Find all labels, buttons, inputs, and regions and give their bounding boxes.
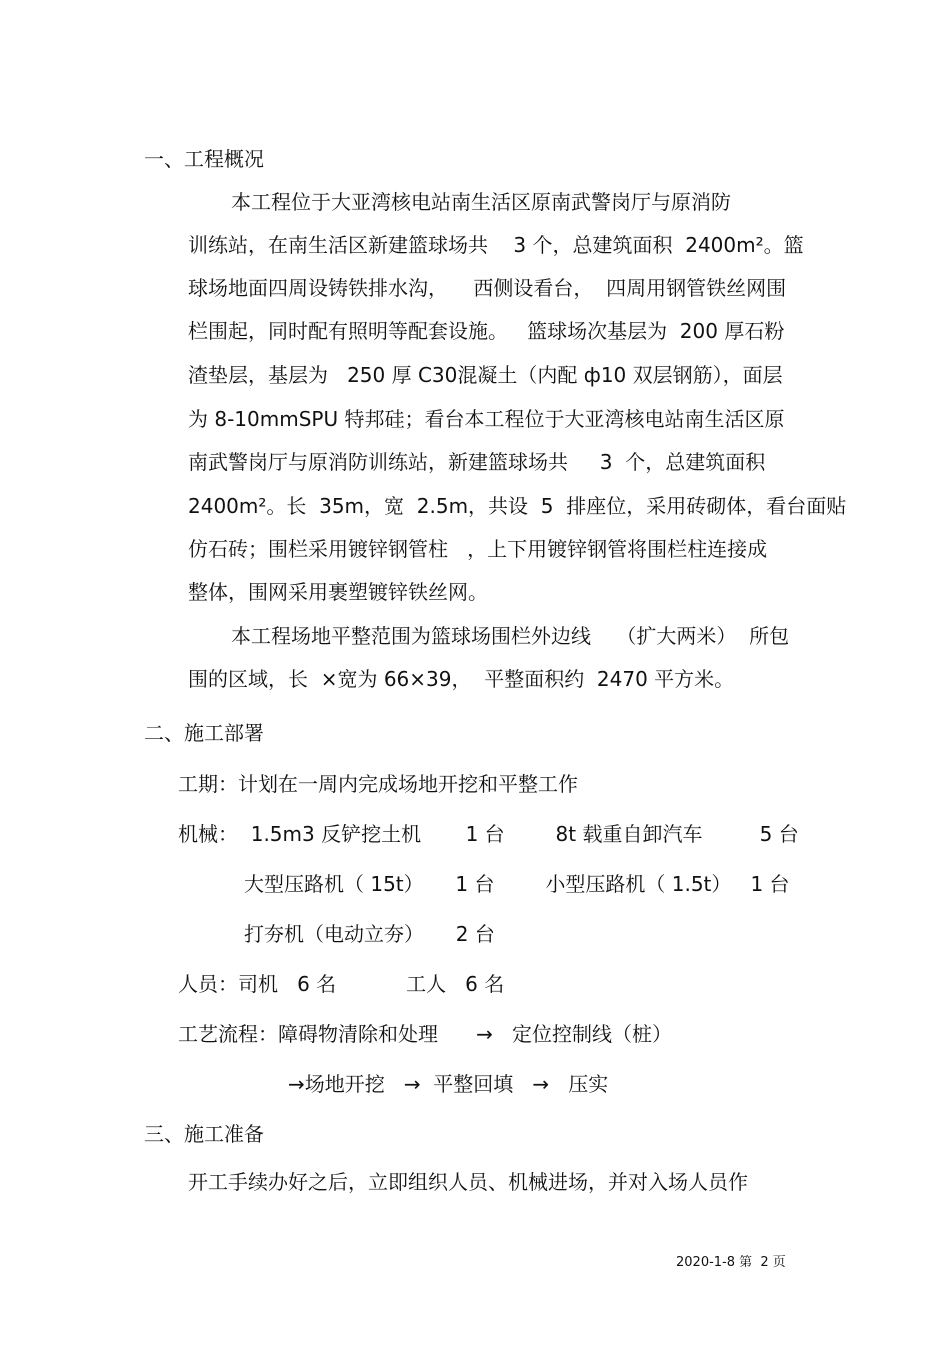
heading-project-overview: 一、工程概况 xyxy=(144,147,264,171)
paragraph-line: 本工程场地平整范围为篮球场围栏外边线 （扩大两米） 所包 xyxy=(231,624,790,648)
personnel-line: 人员：司机 6 名 工人 6 名 xyxy=(178,972,505,996)
schedule-line: 工期：计划在一周内完成场地开挖和平整工作 xyxy=(178,772,578,796)
paragraph-line: 球场地面四周设铸铁排水沟， 西侧设看台， 四周用钢管铁丝网围 xyxy=(188,276,787,300)
paragraph-line: 为 8-10mmSPU 特邦硅；看台本工程位于大亚湾核电站南生活区原 xyxy=(188,407,785,431)
heading-construction-preparation: 三、施工准备 xyxy=(144,1122,264,1146)
paragraph-line: 本工程位于大亚湾核电站南生活区原南武警岗厅与原消防 xyxy=(231,190,731,214)
process-line: 工艺流程：障碍物清除和处理 → 定位控制线（桩） xyxy=(178,1022,672,1046)
paragraph-line: 训练站，在南生活区新建篮球场共 3 个，总建筑面积 2400m²。篮 xyxy=(188,233,804,257)
machine-line: 大型压路机（ 15t） 1 台 小型压路机（ 1.5t） 1 台 xyxy=(244,872,790,896)
paragraph-line: 栏围起，同时配有照明等配套设施。 篮球场次基层为 200 厚石粉 xyxy=(188,319,785,343)
heading-construction-deployment: 二、施工部署 xyxy=(144,721,264,745)
machine-line: 打夯机（电动立夯） 2 台 xyxy=(244,922,495,946)
paragraph-line: 仿石砖；围栏采用镀锌钢管柱 ，上下用镀锌钢管将围栏柱连接成 xyxy=(188,537,768,561)
page-footer: 2020-1-8 第 2 页 xyxy=(676,1255,786,1270)
machine-line: 机械： 1.5m3 反铲挖土机 1 台 8t 载重自卸汽车 5 台 xyxy=(178,822,799,846)
paragraph-line: 围的区域，长 ×宽为 66×39， 平整面积约 2470 平方米。 xyxy=(188,667,735,691)
paragraph-line: 渣垫层，基层为 250 厚 C30混凝土（内配 ф10 双层钢筋），面层 xyxy=(188,363,783,387)
process-line: →场地开挖 → 平整回填 → 压实 xyxy=(288,1072,609,1096)
paragraph-line: 整体，围网采用裹塑镀锌铁丝网。 xyxy=(188,580,488,604)
paragraph-line: 开工手续办好之后，立即组织人员、机械进场，并对入场人员作 xyxy=(188,1170,748,1194)
paragraph-line: 2400m²。长 35m，宽 2.5m，共设 5 排座位，采用砖砌体，看台面贴 xyxy=(188,494,847,518)
paragraph-line: 南武警岗厅与原消防训练站，新建篮球场共 3 个，总建筑面积 xyxy=(188,450,766,474)
